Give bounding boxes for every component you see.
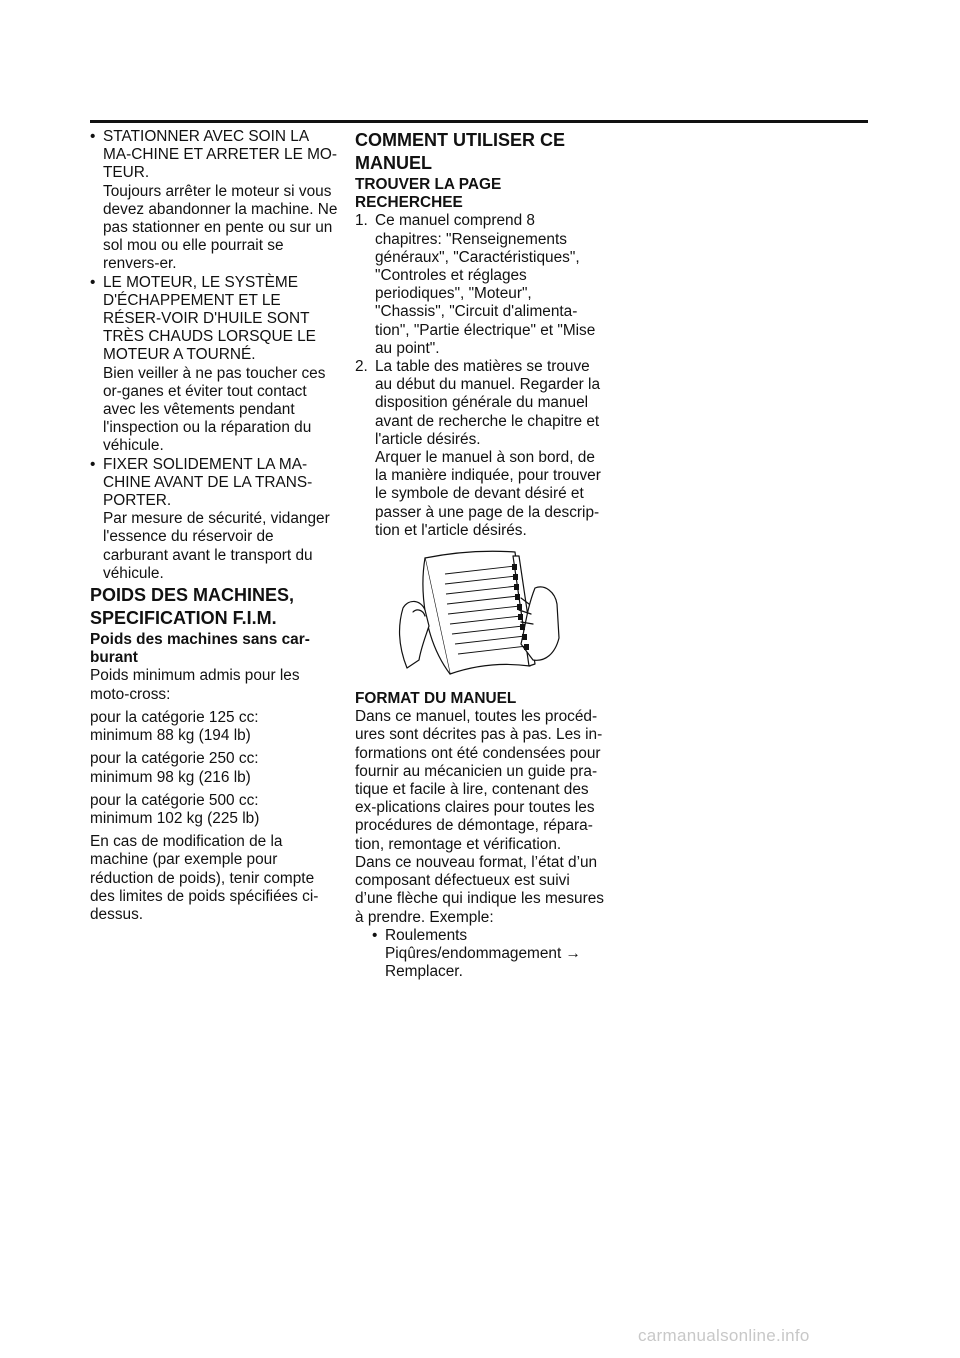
step-text: La table des matières se trouve au début du manuel. Regarder la disposition générale du manuel avant de recherche le chapitre et l'article désirés. xyxy=(375,358,601,448)
watermark: carmanualsonline.info xyxy=(638,1326,810,1345)
category-value: minimum 102 kg (225 lb) xyxy=(90,809,260,827)
bullet-heading: • STATIONNER AVEC SOIN LA MA-CHINE ET ARRETER LE MO-TEUR. xyxy=(103,128,338,182)
section-title-weights: POIDS DES MACHINES, SPECIFICATION F.I.M. xyxy=(90,585,295,629)
safety-bullet-2 xyxy=(90,274,338,456)
example-item-name: • Roulements xyxy=(385,926,468,944)
header-rule xyxy=(90,120,868,123)
subsection-title-format: FORMAT DU MANUEL xyxy=(355,690,517,708)
category-label: pour la catégorie 500 cc: xyxy=(90,791,259,809)
format-paragraph-2: Dans ce nouveau format, l’état d’un composant défectueux est suivi d’une flèche qui indique les mesures à prendre. Exemple: xyxy=(355,853,604,926)
category-value: minimum 98 kg (216 lb) xyxy=(90,768,251,786)
weights-closing: En cas de modification de la machine (par exemple pour réduction de poids), tenir compte des limites de poids spécifiées ci-dessus. xyxy=(90,833,319,923)
safety-bullet-3 xyxy=(90,456,338,583)
arrow-icon: → xyxy=(565,944,581,962)
subsection-title-find: TROUVER LA PAGE RECHERCHEE xyxy=(355,176,502,212)
example-item xyxy=(355,927,605,982)
bullet-body: Par mesure de sécurité, vidanger l'essence du réservoir de carburant avant le transport du véhicule. xyxy=(103,510,330,582)
category-label: pour la catégorie 250 cc: xyxy=(90,750,259,768)
bullet-body: Toujours arrêter le moteur si vous devez abandonner la machine. Ne pas stationner en pente ou sur un sol mou ou elle pourrait se renvers-er. xyxy=(103,182,338,273)
subsection-title-weights: Poids des machines sans car-burant xyxy=(90,631,310,667)
category-label: pour la catégorie 125 cc: xyxy=(90,708,259,726)
section-title-manual: COMMENT UTILISER CE MANUEL xyxy=(355,130,565,173)
safety-bullet-1 xyxy=(90,128,338,274)
right-column xyxy=(355,128,605,981)
bullet-body: Bien veiller à ne pas toucher ces or-ganes et éviter tout contact avec les vêtements pendant l'inspection ou la réparation du véhicule. xyxy=(103,364,326,455)
step-2 xyxy=(355,358,605,540)
step-text-2: Arquer le manuel à son bord, de la manière indiquée, pour trouver le symbole de devant désiré et passer à une page de la descrip-tion et l'article désirés. xyxy=(375,449,601,539)
manual-flipping-illustration xyxy=(395,548,565,682)
weights-intro: Poids minimum admis pour les moto-cross: xyxy=(90,667,300,703)
step-1 xyxy=(355,212,605,358)
example-fault: Piqûres/endommagement xyxy=(385,944,562,962)
format-paragraph-1: Dans ce manuel, toutes les procéd-ures sont décrites pas à pas. Les in-formations ont été condensées pour fournir au mécanicien un guide pra-tique et facile à lire, contenant des ex-plications claires pour toutes les procédures de démontage, répara-tion, remontage et vérification. xyxy=(355,708,603,853)
left-column xyxy=(90,128,338,924)
step-number: 1. xyxy=(355,212,368,230)
bullet-heading: • FIXER SOLIDEMENT LA MA-CHINE AVANT DE LA TRANS-PORTER. xyxy=(103,455,313,510)
bullet-heading: • LE MOTEUR, LE SYSTÈME D'ÉCHAPPEMENT ET LE RÉSER-VOIR D'HUILE SONT TRÈS CHAUDS LORSQUE LE MOTEUR A TOURNÉ. xyxy=(103,273,316,364)
example-action: Remplacer. xyxy=(385,963,463,981)
step-number: 2. xyxy=(355,358,368,376)
step-text: Ce manuel comprend 8 chapitres: "Renseignements généraux", "Caractéristiques", "Controles et réglages periodiques", "Moteur", "Chassis", "Circuit d'alimenta-tion", "Partie électrique" et "Mise au point". xyxy=(375,212,596,357)
category-value: minimum 88 kg (194 lb) xyxy=(90,727,251,745)
